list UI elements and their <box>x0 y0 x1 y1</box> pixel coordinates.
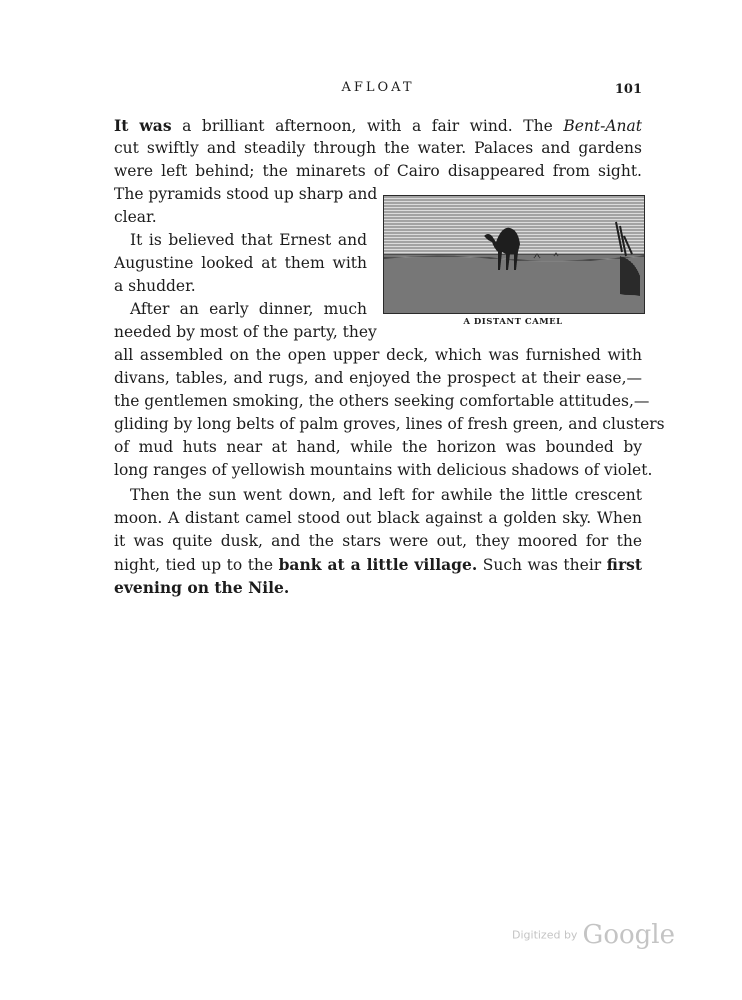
text-line-13: the gentlemen smoking, the others seeking comfortable attitudes,— <box>114 392 650 410</box>
figure-caption: A DISTANT CAMEL <box>463 317 563 327</box>
google-logo: Google <box>582 920 675 950</box>
text-line-9: After an early dinner, much <box>130 300 367 318</box>
text-line-3: were left behind; the minarets of Cairo disappeared from sight. <box>114 162 642 180</box>
text-line-16: long ranges of yellowish mountains with delicious shadows of violet. <box>114 461 653 479</box>
camel-illustration <box>384 196 644 313</box>
text-line-5: clear. <box>114 208 157 226</box>
text-line-10: needed by most of the party, they <box>114 323 377 341</box>
digitized-watermark <box>512 920 675 950</box>
text-line-8: a shudder. <box>114 277 196 295</box>
text-line-4: The pyramids stood up sharp and <box>114 185 378 203</box>
running-title: AFLOAT <box>341 80 415 95</box>
text-line-15: of mud huts near at hand, while the horizon was bounded by <box>114 438 642 456</box>
text-line-20: night, tied up to the bank at a little village. Such was their first <box>114 555 642 574</box>
text-line-17: Then the sun went down, and left for awhile the little crescent <box>130 486 642 504</box>
text-line-1: It was a brilliant afternoon, with a fair wind. The Bent-Anat <box>114 116 643 135</box>
text-line-12: divans, tables, and rugs, and enjoyed the prospect at their ease,— <box>114 369 642 387</box>
text-line-21: evening on the Nile. <box>114 578 290 597</box>
text-line-11: all assembled on the open upper deck, which was furnished with <box>114 346 642 364</box>
page-header <box>114 76 642 100</box>
text-line-7: Augustine looked at them with <box>114 254 367 272</box>
text-line-14: gliding by long belts of palm groves, lines of fresh green, and clusters <box>114 415 665 433</box>
text-line-6: It is believed that Ernest and <box>130 231 367 249</box>
text-line-18: moon. A distant camel stood out black against a golden sky. When <box>114 509 642 527</box>
digitized-label: Digitized by <box>512 928 578 942</box>
page-number: 101 <box>614 82 642 97</box>
camel-engraving <box>383 195 645 314</box>
text-line-2: cut swiftly and steadily through the water. Palaces and gardens <box>114 139 642 157</box>
text-line-19: it was quite dusk, and the stars were out, they moored for the <box>114 532 642 550</box>
